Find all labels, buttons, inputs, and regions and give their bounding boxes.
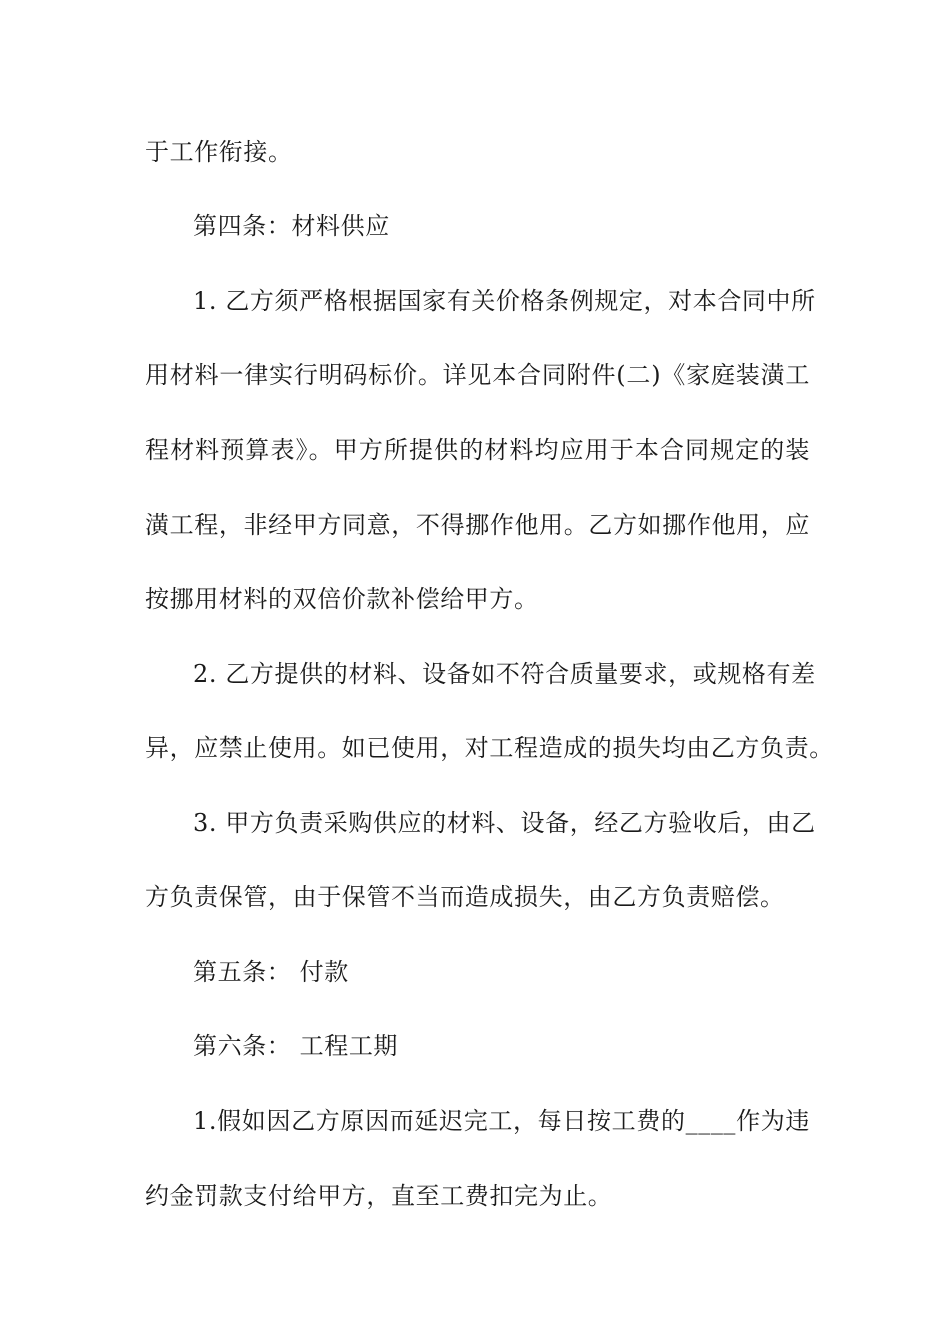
paragraph-line: 3. 甲方负责采购供应的材料、设备，经乙方验收后，由乙 [193, 809, 816, 837]
paragraph-line: 程材料预算表》。甲方所提供的材料均应用于本合同规定的装 [145, 436, 810, 464]
paragraph-line: 潢工程，非经甲方同意，不得挪作他用。乙方如挪作他用，应 [145, 511, 810, 539]
paragraph-line: 1.假如因乙方原因而延迟完工，每日按工费的____作为违 [193, 1107, 810, 1135]
paragraph-line: 2. 乙方提供的材料、设备如不符合质量要求，或规格有差 [193, 660, 816, 688]
section-heading-article-4: 第四条：材料供应 [193, 212, 390, 240]
paragraph-line: 异，应禁止使用。如已使用，对工程造成的损失均由乙方负责。 [145, 734, 834, 762]
paragraph-line: 1. 乙方须严格根据国家有关价格条例规定，对本合同中所 [193, 287, 816, 315]
paragraph-line: 方负责保管，由于保管不当而造成损失，由乙方负责赔偿。 [145, 883, 785, 911]
paragraph-line: 按挪用材料的双倍价款补偿给甲方。 [145, 585, 539, 613]
paragraph-line: 约金罚款支付给甲方，直至工费扣完为止。 [145, 1182, 613, 1210]
section-heading-article-5: 第五条： 付款 [193, 958, 349, 986]
paragraph-line: 于工作衔接。 [145, 138, 293, 166]
paragraph-line: 用材料一律实行明码标价。详见本合同附件(二)《家庭装潢工 [145, 361, 810, 389]
section-heading-article-6: 第六条： 工程工期 [193, 1032, 399, 1060]
